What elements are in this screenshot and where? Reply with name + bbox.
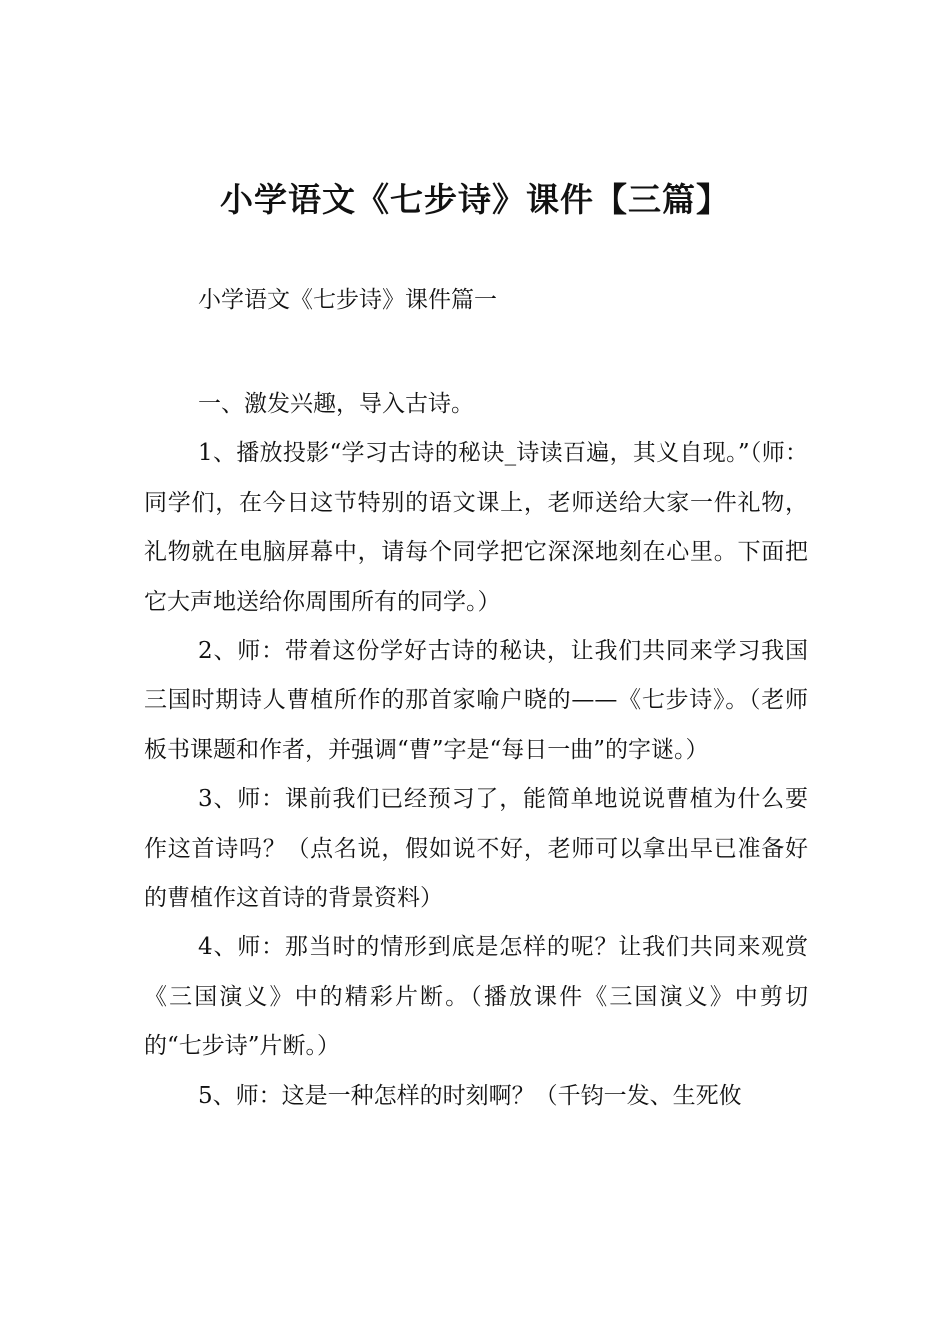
document-title: 小学语文《七步诗》课件【三篇】 <box>220 180 730 219</box>
paragraph-step-1: 1、播放投影“学习古诗的秘诀_诗读百遍，其义自现。”（师：同学们，在今日这节特别的语文课上，老师送给大家一件礼物，礼物就在电脑屏幕中，请每个同学把它深深地刻在心里。下面把它大声地送给你周围所有的同学。） <box>144 440 808 615</box>
paragraph-step-5: 5、师：这是一种怎样的时刻啊？（千钧一发、生死攸 <box>198 1082 742 1109</box>
paragraph-step-2: 2、师：带着这份学好古诗的秘诀，让我们共同来学习我国三国时期诗人曹植所作的那首家喻户晓的——《七步诗》。（老师板书课题和作者，并强调“曹”字是“每日一曲”的字谜。） <box>144 638 808 763</box>
paragraph-intro: 一、激发兴趣，导入古诗。 <box>198 391 475 417</box>
paragraph-step-4: 4、师：那当时的情形到底是怎样的呢？让我们共同来观赏《三国演义》中的精彩片断。（播放课件《三国演义》中剪切的“七步诗”片断。） <box>144 934 808 1060</box>
paragraph-step-3: 3、师：课前我们已经预习了，能简单地说说曹植为什么要作这首诗吗？（点名说，假如说不好，老师可以拿出早已准备好的曹植作这首诗的背景资料） <box>144 786 808 912</box>
document-body <box>144 380 808 1121</box>
section-heading: 小学语文《七步诗》课件篇一 <box>198 287 497 313</box>
